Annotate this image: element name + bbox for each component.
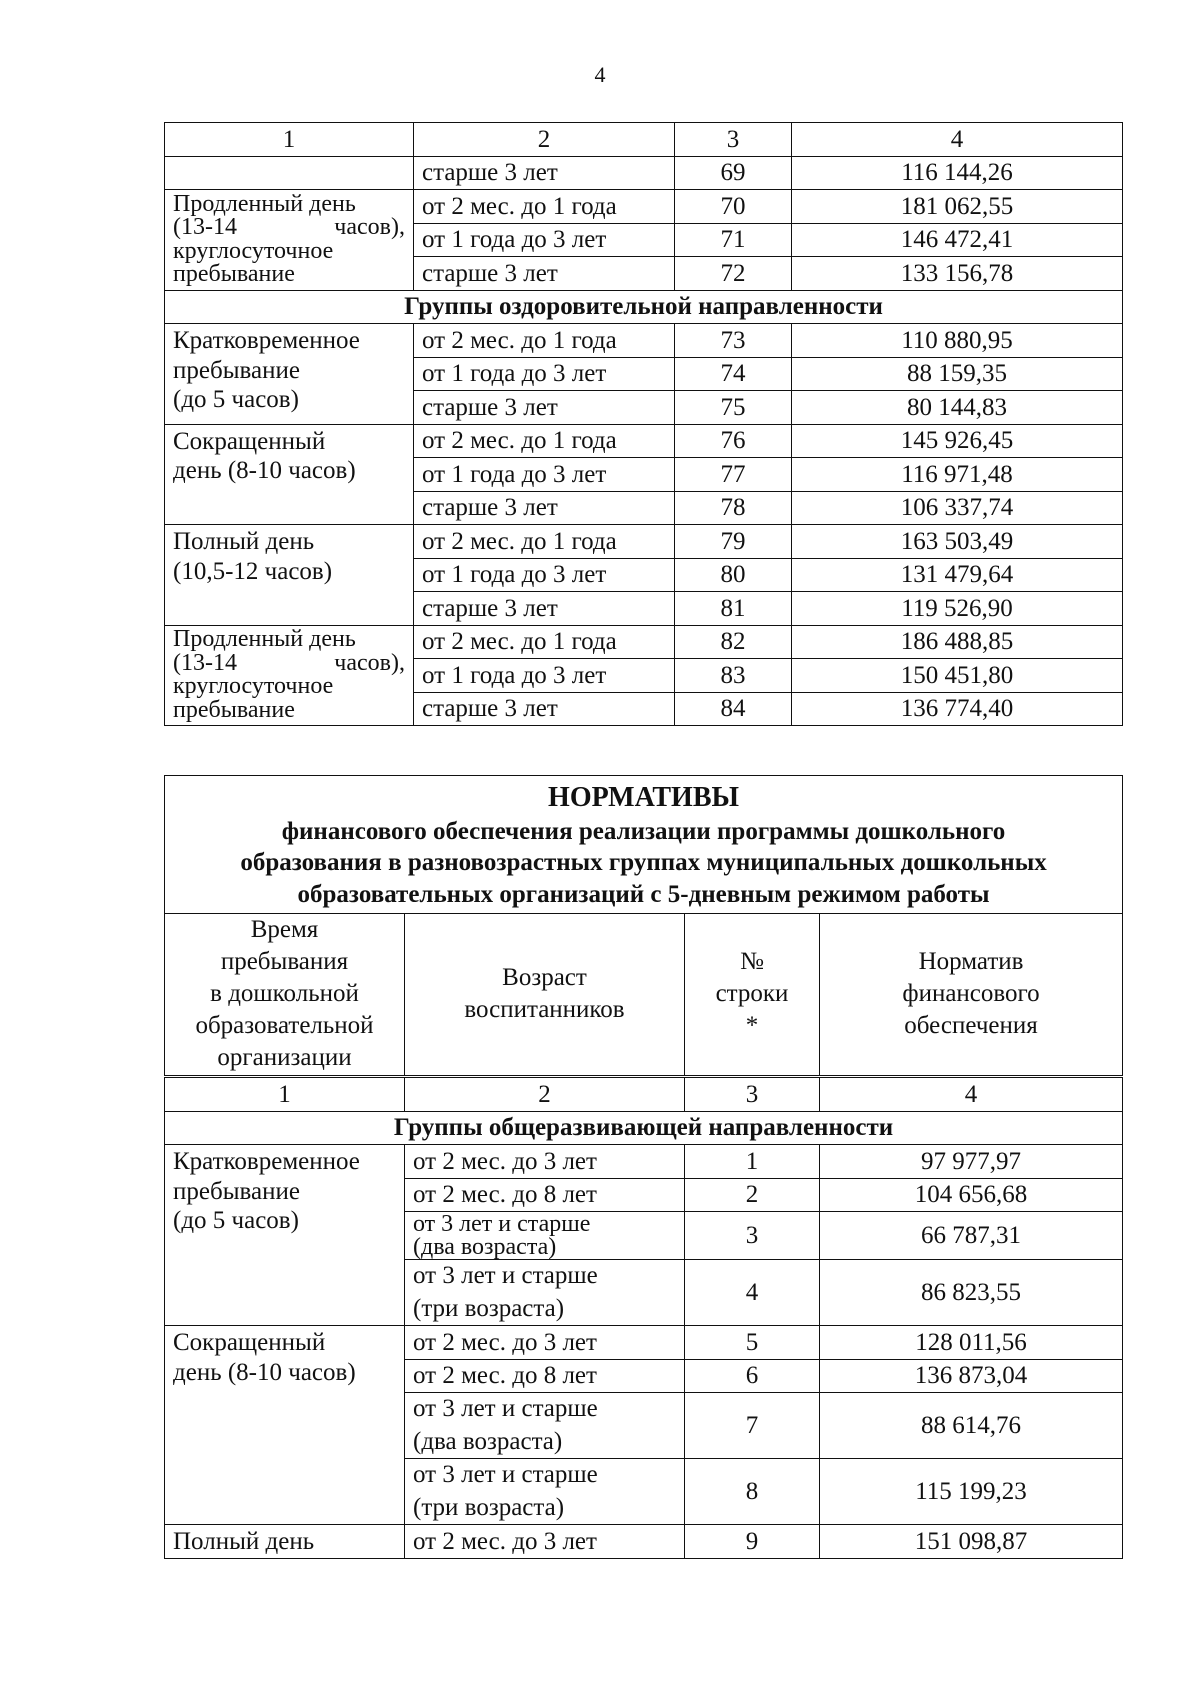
col-number: 2 [405, 1078, 685, 1112]
time-line: пребывание [173, 696, 295, 723]
value-cell: 119 526,90 [792, 592, 1123, 626]
age-cell: от 2 мес. до 1 года [414, 190, 675, 224]
row-number-cell: 84 [675, 692, 792, 726]
row-number-cell: 79 [675, 525, 792, 559]
table-row [165, 1326, 1123, 1360]
value-cell: 104 656,68 [820, 1178, 1123, 1212]
value-cell: 186 488,85 [792, 625, 1123, 659]
table-row [165, 190, 1123, 224]
age-cell: старше 3 лет [414, 491, 675, 525]
time-cell [165, 190, 414, 291]
time-cell [165, 324, 414, 425]
value-cell: 150 451,80 [792, 659, 1123, 693]
value-cell: 88 159,35 [792, 357, 1123, 391]
age-cell: от 3 лет и старше (три возраста) [405, 1260, 685, 1326]
time-line: (до 5 часов) [173, 1207, 299, 1234]
document-heading [165, 776, 1123, 914]
table-row [165, 324, 1123, 358]
age-cell: от 2 мес. до 1 года [414, 625, 675, 659]
column-header-row [165, 913, 1123, 1075]
time-cell [165, 424, 414, 525]
row-number-cell: 78 [675, 491, 792, 525]
row-number-cell: 73 [675, 324, 792, 358]
age-cell: от 3 лет и старше (два возраста) [405, 1393, 685, 1459]
row-number-cell: 80 [675, 558, 792, 592]
row-number-cell: 3 [685, 1212, 820, 1260]
header-time: Время пребывания в дошкольной образовательной организации [165, 913, 405, 1075]
col-number: 1 [165, 1078, 405, 1112]
row-number-cell: 77 [675, 458, 792, 492]
column-number-row [165, 1078, 1123, 1112]
time-cell [165, 525, 414, 626]
row-number-cell: 71 [675, 223, 792, 257]
value-cell: 136 774,40 [792, 692, 1123, 726]
value-cell: 110 880,95 [792, 324, 1123, 358]
table-row [165, 424, 1123, 458]
value-cell: 97 977,97 [820, 1145, 1123, 1179]
time-line: (10,5-12 часов) [173, 557, 333, 585]
value-cell: 86 823,55 [820, 1260, 1123, 1326]
value-cell: 145 926,45 [792, 424, 1123, 458]
age-cell: от 3 лет и старше (два возраста) [405, 1212, 685, 1260]
value-cell: 106 337,74 [792, 491, 1123, 525]
table-row [165, 156, 1123, 190]
age-cell: старше 3 лет [414, 391, 675, 425]
row-number-cell: 74 [675, 357, 792, 391]
time-cell [165, 1326, 405, 1525]
heading-subtitle-line: образования в разновозрастных группах муниципальных дошкольных [240, 849, 1047, 877]
age-cell: от 1 года до 3 лет [414, 659, 675, 693]
value-cell: 116 144,26 [792, 156, 1123, 190]
age-cell: от 1 года до 3 лет [414, 223, 675, 257]
value-cell: 133 156,78 [792, 257, 1123, 291]
header-age: Возраст воспитанников [405, 913, 685, 1075]
age-cell: от 2 мес. до 1 года [414, 324, 675, 358]
age-cell: старше 3 лет [414, 156, 675, 190]
heading-title: НОРМАТИВЫ [548, 782, 739, 813]
row-number-cell: 76 [675, 424, 792, 458]
age-cell: от 1 года до 3 лет [414, 558, 675, 592]
time-line: Полный день [173, 528, 315, 555]
time-cell [165, 625, 414, 726]
value-cell: 66 787,31 [820, 1212, 1123, 1260]
time-line: (13-14 часов), [173, 649, 405, 676]
age-cell: от 2 мес. до 8 лет [405, 1359, 685, 1393]
value-cell: 131 479,64 [792, 558, 1123, 592]
row-number-cell: 81 [675, 592, 792, 626]
col-number: 3 [675, 123, 792, 157]
age-cell: от 1 года до 3 лет [414, 357, 675, 391]
group-title: Группы оздоровительной направленности [165, 290, 1123, 324]
row-number-cell: 69 [675, 156, 792, 190]
time-line: пребывание [173, 356, 300, 384]
header-norm: Норматив финансового обеспечения [820, 913, 1123, 1075]
value-cell: 146 472,41 [792, 223, 1123, 257]
age-cell: от 2 мес. до 3 лет [405, 1525, 685, 1559]
heading-subtitle-line: образовательных организаций с 5-дневным режимом работы [297, 881, 990, 909]
group-title-row [165, 1111, 1123, 1145]
time-line: Сокращенный [173, 427, 326, 455]
column-number-row [165, 123, 1123, 157]
time-line: (до 5 часов) [173, 386, 299, 413]
row-number-cell: 72 [675, 257, 792, 291]
table-row [165, 1525, 1123, 1559]
row-number-cell: 75 [675, 391, 792, 425]
heading-subtitle-line: финансового обеспечения реализации программы дошкольного [281, 817, 1006, 845]
time-cell [165, 156, 414, 190]
col-number: 4 [792, 123, 1123, 157]
time-line: круглосуточное [173, 237, 334, 264]
value-cell: 115 199,23 [820, 1459, 1123, 1525]
time-line: пребывание [173, 1177, 300, 1205]
time-line: Кратковременное [173, 327, 360, 354]
table-row [165, 1145, 1123, 1179]
norms-table [164, 1077, 1123, 1559]
row-number-cell: 4 [685, 1260, 820, 1326]
value-cell: 163 503,49 [792, 525, 1123, 559]
time-line: день (8-10 часов) [173, 457, 356, 484]
col-number: 1 [165, 123, 414, 157]
value-cell: 151 098,87 [820, 1525, 1123, 1559]
age-cell: от 3 лет и старше (три возраста) [405, 1459, 685, 1525]
age-cell: от 1 года до 3 лет [414, 458, 675, 492]
col-number: 4 [820, 1078, 1123, 1112]
time-line: день (8-10 часов) [173, 1358, 356, 1386]
col-number: 3 [685, 1078, 820, 1112]
row-number-cell: 7 [685, 1393, 820, 1459]
norms-table-continuation [164, 122, 1123, 726]
age-cell: старше 3 лет [414, 692, 675, 726]
age-cell: старше 3 лет [414, 592, 675, 626]
age-cell: от 2 мес. до 3 лет [405, 1145, 685, 1179]
row-number-cell: 9 [685, 1525, 820, 1559]
group-title: Группы общеразвивающей направленности [165, 1111, 1123, 1145]
value-cell: 128 011,56 [820, 1326, 1123, 1360]
row-number-cell: 6 [685, 1359, 820, 1393]
row-number-cell: 82 [675, 625, 792, 659]
row-number-cell: 8 [685, 1459, 820, 1525]
table-row [165, 525, 1123, 559]
row-number-cell: 70 [675, 190, 792, 224]
age-cell: от 2 мес. до 1 года [414, 525, 675, 559]
group-title-row [165, 290, 1123, 324]
time-cell: Полный день [165, 1525, 405, 1559]
time-line: Сокращенный [173, 1329, 326, 1356]
time-line: Продленный день [173, 190, 356, 217]
time-line: Кратковременное [173, 1148, 360, 1175]
row-number-cell: 83 [675, 659, 792, 693]
value-cell: 116 971,48 [792, 458, 1123, 492]
age-cell: от 2 мес. до 8 лет [405, 1178, 685, 1212]
value-cell: 88 614,76 [820, 1393, 1123, 1459]
age-cell: от 2 мес. до 3 лет [405, 1326, 685, 1360]
col-number: 2 [414, 123, 675, 157]
time-line: (13-14 часов), [173, 214, 405, 241]
row-number-cell: 1 [685, 1145, 820, 1179]
value-cell: 136 873,04 [820, 1359, 1123, 1393]
time-line: круглосуточное [173, 673, 334, 700]
heading-row [165, 776, 1123, 914]
page-number: 4 [594, 62, 606, 87]
time-line: пребывание [173, 261, 295, 288]
time-line: Продленный день [173, 626, 356, 653]
row-number-cell: 5 [685, 1326, 820, 1360]
norms-heading-table [164, 775, 1123, 1076]
time-cell [165, 1145, 405, 1326]
row-number-cell: 2 [685, 1178, 820, 1212]
age-cell: от 2 мес. до 1 года [414, 424, 675, 458]
value-cell: 181 062,55 [792, 190, 1123, 224]
header-row-number: № строки * [685, 913, 820, 1075]
age-cell: старше 3 лет [414, 257, 675, 291]
value-cell: 80 144,83 [792, 391, 1123, 425]
table-row [165, 625, 1123, 659]
